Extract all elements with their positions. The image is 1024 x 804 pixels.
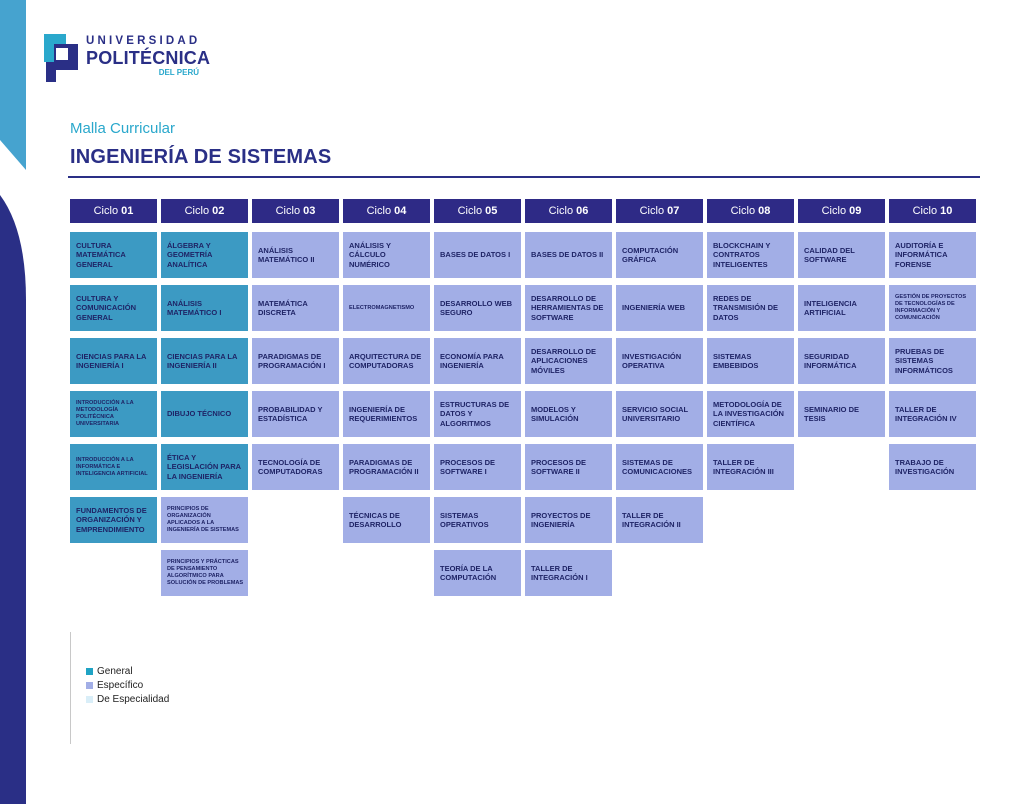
cycle-header-05 [434,199,521,223]
course-cell: CULTURA Y COMUNICACIÓN GENERAL [70,285,157,331]
legend-label-especifico: Específico [97,679,144,691]
cycle-number: 02 [212,205,225,217]
course-cell: INGENIERÍA DE REQUERIMIENTOS [343,391,430,437]
course-cell: SISTEMAS OPERATIVOS [434,497,521,543]
course-cell: CULTURA MATEMÁTICA GENERAL [70,232,157,278]
course-cell: DESARROLLO DE APLICACIONES MÓVILES [525,338,612,384]
legend-swatch-especifico [86,682,93,689]
cycle-number: 07 [667,205,680,217]
logo-line-3: DEL PERÚ [158,68,199,77]
cycle-number: 05 [485,205,498,217]
course-cell: BLOCKCHAIN Y CONTRATOS INTELIGENTES [707,232,794,278]
course-cell: ANÁLISIS Y CÁLCULO NUMÉRICO [343,232,430,278]
course-cell: SEMINARIO DE TESIS [798,391,885,437]
cycle-number: 08 [758,205,771,217]
course-cell: PRINCIPIOS DE ORGANIZACIÓN APLICADOS A LA INGENIERÍA DE SISTEMAS [161,497,248,543]
cycle-label: Ciclo [912,205,941,217]
course-cell: FUNDAMENTOS DE ORGANIZACIÓN Y EMPRENDIMIENTO [70,497,157,543]
course-cell: CIENCIAS PARA LA INGENIERÍA I [70,338,157,384]
course-cell: INVESTIGACIÓN OPERATIVA [616,338,703,384]
course-cell: PRINCIPIOS Y PRÁCTICAS DE PENSAMIENTO ALGORÍTMICO PARA SOLUCIÓN DE PROBLEMAS [161,550,248,596]
course-cell: ARQUITECTURA DE COMPUTADORAS [343,338,430,384]
course-cell: AUDITORÍA E INFORMÁTICA FORENSE [889,232,976,278]
cycle-number: 06 [576,205,589,217]
course-cell: REDES DE TRANSMISIÓN DE DATOS [707,285,794,331]
logo-line-2: POLITÉCNICA [86,48,211,68]
cycle-header-09 [798,199,885,223]
cycle-label: Ciclo [93,205,122,217]
course-cell: PARADIGMAS DE PROGRAMACIÓN II [343,444,430,490]
legend [86,664,169,706]
course-cell: CALIDAD DEL SOFTWARE [798,232,885,278]
course-cell: PROYECTOS DE INGENIERÍA [525,497,612,543]
cycle-label: Ciclo [548,205,577,217]
university-logo [44,34,214,84]
cycle-header-01 [70,199,157,223]
logo-line-1: UNIVERSIDAD [86,35,201,47]
cycle-label: Ciclo [730,205,759,217]
course-cell: TALLER DE INTEGRACIÓN III [707,444,794,490]
legend-item-especifico [86,678,169,692]
course-cell: DESARROLLO WEB SEGURO [434,285,521,331]
left-decorative-band [0,0,26,804]
course-cell: PRUEBAS DE SISTEMAS INFORMÁTICOS [889,338,976,384]
course-cell: INTRODUCCIÓN A LA METODOLOGÍA POLITÉCNICA UNIVERSITARIA [70,391,157,437]
cycle-header-02 [161,199,248,223]
legend-item-general [86,664,169,678]
cycle-number: 03 [303,205,316,217]
course-cell: MODELOS Y SIMULACIÓN [525,391,612,437]
course-cell: ANÁLISIS MATEMÁTICO I [161,285,248,331]
course-cell: PROCESOS DE SOFTWARE II [525,444,612,490]
cycle-number: 09 [849,205,862,217]
course-cell: INTRODUCCIÓN A LA INFORMÁTICA E INTELIGENCIA ARTIFICIAL [70,444,157,490]
course-cell: TECNOLOGÍA DE COMPUTADORAS [252,444,339,490]
course-cell: TEORÍA DE LA COMPUTACIÓN [434,550,521,596]
course-cell: PROCESOS DE SOFTWARE I [434,444,521,490]
course-cell: DIBUJO TÉCNICO [161,391,248,437]
cycle-label: Ciclo [366,205,395,217]
course-cell: ESTRUCTURAS DE DATOS Y ALGORITMOS [434,391,521,437]
course-cell: DESARROLLO DE HERRAMIENTAS DE SOFTWARE [525,285,612,331]
course-cell: SISTEMAS DE COMUNICACIONES [616,444,703,490]
legend-label-general: General [97,665,133,677]
course-cell: SEGURIDAD INFORMÁTICA [798,338,885,384]
cycle-label: Ciclo [184,205,213,217]
course-cell: BASES DE DATOS I [434,232,521,278]
course-cell: SISTEMAS EMBEBIDOS [707,338,794,384]
course-cell: TÉCNICAS DE DESARROLLO [343,497,430,543]
course-cell: ÉTICA Y LEGISLACIÓN PARA LA INGENIERÍA [161,444,248,490]
course-cell: ECONOMÍA PARA INGENIERÍA [434,338,521,384]
course-cell: METODOLOGÍA DE LA INVESTIGACIÓN CIENTÍFICA [707,391,794,437]
cycle-number: 10 [940,205,953,217]
page-subtitle: Malla Curricular [70,120,176,137]
legend-label-especialidad: De Especialidad [97,693,170,705]
course-cell: MATEMÁTICA DISCRETA [252,285,339,331]
legend-swatch-general [86,668,93,675]
course-cell: GESTIÓN DE PROYECTOS DE TECNOLOGÍAS DE INFORMACIÓN Y COMUNICACIÓN [889,285,976,331]
cycle-header-04 [343,199,430,223]
course-cell: TRABAJO DE INVESTIGACIÓN [889,444,976,490]
course-cell: BASES DE DATOS II [525,232,612,278]
logo-mark-icon [44,34,80,84]
course-cell: PARADIGMAS DE PROGRAMACIÓN I [252,338,339,384]
legend-swatch-especialidad [86,696,93,703]
cycle-label: Ciclo [639,205,668,217]
title-divider [68,176,980,178]
course-cell: CIENCIAS PARA LA INGENIERÍA II [161,338,248,384]
cycle-label: Ciclo [275,205,304,217]
cycle-label: Ciclo [821,205,850,217]
cycle-header-06 [525,199,612,223]
legend-divider [70,632,71,744]
course-cell: COMPUTACIÓN GRÁFICA [616,232,703,278]
legend-item-especialidad [86,692,169,706]
course-cell: TALLER DE INTEGRACIÓN II [616,497,703,543]
course-cell: ÁLGEBRA Y GEOMETRÍA ANALÍTICA [161,232,248,278]
cycle-header-10 [889,199,976,223]
cycle-header-08 [707,199,794,223]
course-cell: INGENIERÍA WEB [616,285,703,331]
course-cell: PROBABILIDAD Y ESTADÍSTICA [252,391,339,437]
cycle-header-03 [252,199,339,223]
course-cell: INTELIGENCIA ARTIFICIAL [798,285,885,331]
course-cell: SERVICIO SOCIAL UNIVERSITARIO [616,391,703,437]
page-title: INGENIERÍA DE SISTEMAS [70,146,332,168]
course-cell: ANÁLISIS MATEMÁTICO II [252,232,339,278]
course-cell: TALLER DE INTEGRACIÓN IV [889,391,976,437]
cycle-number: 04 [394,205,407,217]
cycle-header-07 [616,199,703,223]
course-cell: TALLER DE INTEGRACIÓN I [525,550,612,596]
course-cell: ELECTROMAGNETISMO [343,285,430,331]
cycle-number: 01 [121,205,134,217]
cycle-label: Ciclo [457,205,486,217]
